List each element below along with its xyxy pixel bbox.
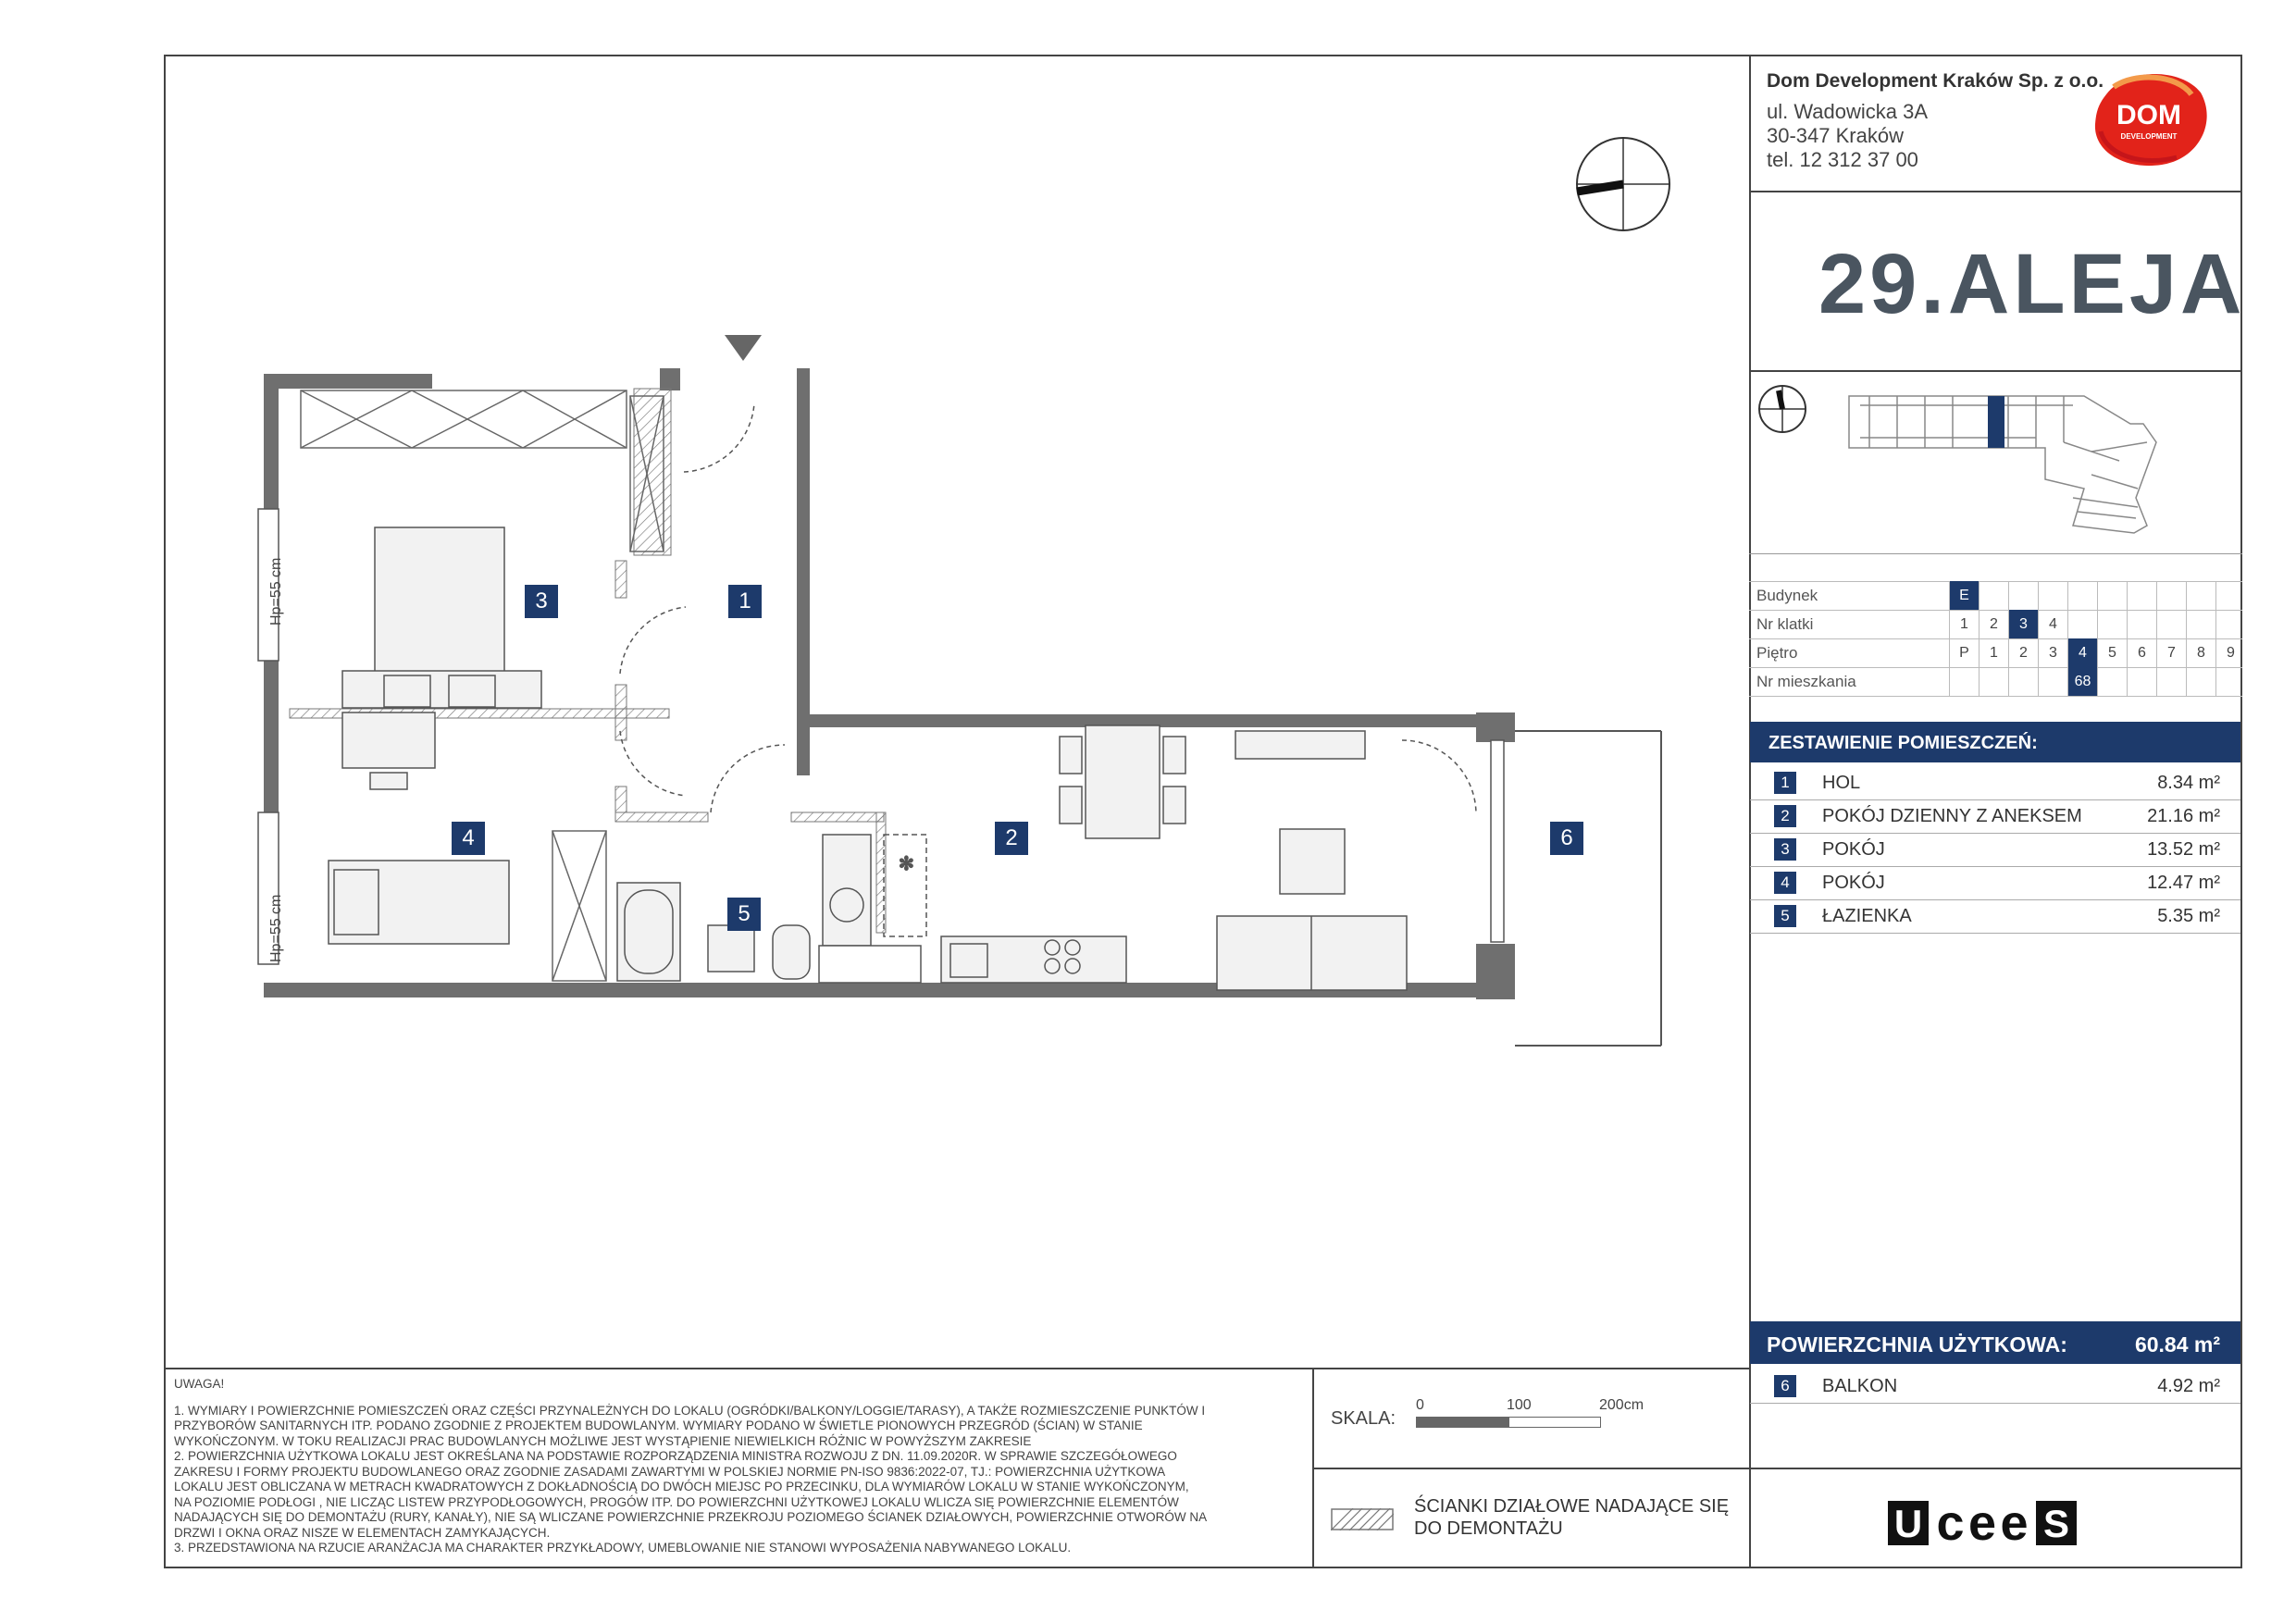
room-marker-3: 3 bbox=[525, 585, 558, 618]
panel-sep-4 bbox=[1749, 1468, 2242, 1469]
grid-line bbox=[1749, 696, 2242, 697]
room-separator bbox=[1750, 933, 2240, 934]
room-number: 3 bbox=[1774, 838, 1796, 861]
company-info bbox=[1767, 70, 2104, 172]
dom-development-logo bbox=[2088, 67, 2210, 170]
grid-row-label: Piętro bbox=[1756, 644, 1798, 662]
ucees-letter: S bbox=[2036, 1501, 2077, 1545]
grid-cell: 5 bbox=[2097, 638, 2127, 667]
room-marker-1: 1 bbox=[728, 585, 762, 618]
room-area: 5.35 m² bbox=[2157, 906, 2220, 926]
demolition-legend-swatch bbox=[1331, 1508, 1394, 1535]
note-line: 3. PRZEDSTAWIONA NA RZUCIE ARANŻACJA MA CHARAKTER PRZYKŁADOWY, UMEBLOWANIE NIE STANOWI WYPOSAŻENIA NABYWANEGO LOKALU. bbox=[174, 1541, 1072, 1555]
room-marker-4: 4 bbox=[452, 822, 485, 855]
note-line: NA POZIOMIE PODŁOGI , NIE LICZĄC LISTEW PRZYPODŁOGOWYCH, PROGÓW ITP. DO POWIERZCHNI UŻYTKOWEJ LOKALU WLICZA SIĘ POWIERZCHNIE ELEMENTÓW bbox=[174, 1494, 1179, 1509]
grid-cell: 1 bbox=[1949, 610, 1979, 638]
company-street: ul. Wadowicka 3A bbox=[1767, 100, 1929, 123]
key-plan bbox=[1842, 387, 2175, 558]
legend-line-1: ŚCIANKI DZIAŁOWE NADAJĄCE SIĘ bbox=[1414, 1496, 1730, 1517]
room-name: POKÓJ DZIENNY Z ANEKSEM bbox=[1822, 806, 2082, 826]
logo-dom-text: DOM bbox=[2116, 100, 2181, 130]
grid-cell bbox=[1979, 581, 2008, 610]
grid-cell: 9 bbox=[2215, 638, 2245, 667]
grid-cell: P bbox=[1949, 638, 1979, 667]
grid-cell: 2 bbox=[1979, 610, 2008, 638]
legend-line-2: DO DEMONTAŻU bbox=[1414, 1518, 1563, 1539]
grid-cell: 7 bbox=[2156, 638, 2186, 667]
balcony-number: 6 bbox=[1774, 1375, 1796, 1397]
note-line: ZAKRESU I FORMY PROJEKTU BUDOWLANEGO ORAZ ZGODNIE ZASADAMI ZAWARTYMI W POLSKIEJ NORMIE PN-ISO 9836:2022-07, TJ.: POWIERZCHNIA UŻYTKOWA bbox=[174, 1464, 1166, 1479]
project-logo bbox=[1818, 236, 2246, 333]
grid-cell bbox=[2097, 667, 2127, 696]
room-number: 4 bbox=[1774, 872, 1796, 894]
scale-tick-100: 100 bbox=[1507, 1397, 1532, 1413]
room-number: 1 bbox=[1774, 772, 1796, 794]
grid-cell: 1 bbox=[1979, 638, 2008, 667]
company-city: 30-347 Kraków bbox=[1767, 124, 1904, 147]
grid-cell bbox=[2008, 581, 2038, 610]
grid-cell bbox=[2067, 610, 2097, 638]
logo-development-text: DEVELOPMENT bbox=[2120, 132, 2178, 141]
grid-row-label: Budynek bbox=[1756, 587, 1818, 604]
grid-cell bbox=[2038, 667, 2067, 696]
room-name: POKÓJ bbox=[1822, 873, 1885, 893]
room-marker-5: 5 bbox=[727, 898, 761, 931]
grid-cell bbox=[2008, 667, 2038, 696]
grid-cell bbox=[2038, 581, 2067, 610]
grid-row-label: Nr klatki bbox=[1756, 615, 1814, 633]
scale-tick-0: 0 bbox=[1416, 1397, 1424, 1413]
company-name: Dom Development Kraków Sp. z o.o. bbox=[1767, 70, 2104, 92]
room-area: 13.52 m² bbox=[2147, 839, 2220, 860]
grid-cell bbox=[2215, 610, 2245, 638]
scale-tick-200: 200cm bbox=[1599, 1397, 1644, 1413]
grid-cell bbox=[1979, 667, 2008, 696]
rooms-header-text: ZESTAWIENIE POMIESZCZEŃ: bbox=[1769, 733, 2038, 753]
room-row bbox=[1750, 799, 2240, 833]
grid-row-label: Nr mieszkania bbox=[1756, 673, 1856, 690]
note-line: NADAJĄCYCH SIĘ DO DEMONTAŻU (RURY, KANAŁY), NIE SĄ WLICZANE POWIERZCHNIE PRZEKROJU POZIOMEGO ŚCIANEK DZIAŁOWYCH, POWIERZCHNIE OTWORÓW NA bbox=[174, 1510, 1208, 1524]
notes-block bbox=[174, 1377, 1305, 1556]
grid-cell: 2 bbox=[2008, 638, 2038, 667]
grid-cell bbox=[2127, 581, 2156, 610]
room-row bbox=[1750, 766, 2240, 799]
grid-cell bbox=[2127, 667, 2156, 696]
grid-cell bbox=[2215, 581, 2245, 610]
svg-text:✻: ✻ bbox=[899, 854, 914, 874]
grid-cell: E bbox=[1949, 581, 1979, 610]
project-logo-text: 29.ALEJA bbox=[1818, 237, 2246, 331]
grid-cell: 68 bbox=[2067, 667, 2097, 696]
ucees-letter: e bbox=[2000, 1495, 2029, 1551]
usable-area-label: POWIERZCHNIA UŻYTKOWA: bbox=[1767, 1332, 2067, 1357]
note-line: PRZYBORÓW SANITARNYCH ITP. PODANO ZGODNIE Z PROJEKTEM BUDOWLANYM. WYMIARY PODANO W ŚWIETLE PIONOWYCH PRZEGRÓD (ŚCIAN) W STANIE bbox=[174, 1419, 1143, 1432]
note-line: LOKALU JEST OBLICZANA W METRACH KWADRATOWYCH Z DOKŁADNOŚCIĄ DO DWÓCH MIEJSC PO PRZECINKU, DLA WYMIARÓW LOKALU W STANIE WYKOŃCZONYM, bbox=[174, 1480, 1189, 1493]
window-note-1: Hp=55 cm bbox=[268, 557, 284, 626]
room-area: 8.34 m² bbox=[2157, 773, 2220, 793]
usable-area-value: 60.84 m² bbox=[2134, 1332, 2220, 1357]
scale-label: SKALA: bbox=[1331, 1408, 1396, 1429]
notes-divider bbox=[164, 1368, 1749, 1369]
balcony-name: BALKON bbox=[1822, 1376, 1898, 1396]
note-line: DRZWI I OKNA ORAZ NISZE W ELEMENTACH ZAMYKAJĄCYCH. bbox=[174, 1525, 551, 1540]
grid-cell: 3 bbox=[2038, 638, 2067, 667]
room-marker-2: 2 bbox=[995, 822, 1028, 855]
grid-cell bbox=[2186, 610, 2215, 638]
room-name: ŁAZIENKA bbox=[1822, 906, 1912, 926]
grid-cell: 3 bbox=[2008, 610, 2038, 638]
ucees-letter: c bbox=[1936, 1495, 1965, 1551]
grid-cell bbox=[2127, 610, 2156, 638]
room-number: 2 bbox=[1774, 805, 1796, 827]
panel-sep-2 bbox=[1749, 370, 2242, 372]
north-compass-icon bbox=[1573, 134, 1673, 239]
scale-legend-divider bbox=[1312, 1468, 1749, 1469]
grid-cell bbox=[1949, 667, 1979, 696]
floor-plan bbox=[254, 324, 1680, 1069]
window-note-2: Hp=55 cm bbox=[268, 894, 284, 962]
grid-cell bbox=[2097, 581, 2127, 610]
note-line: 2. POWIERZCHNIA UŻYTKOWA LOKALU JEST OKREŚLANA NA PODSTAWIE ROZPORZĄDZENIA MINISTRA ROZWOJU Z DN. 11.09.2020R. W SPRAWIE SZCZEGÓŁOWEGO bbox=[174, 1449, 1177, 1463]
grid-cell bbox=[2156, 667, 2186, 696]
ucees-letter: e bbox=[1967, 1495, 1996, 1551]
demolition-legend-text bbox=[1414, 1495, 1729, 1540]
room-row bbox=[1750, 899, 2240, 933]
usable-area-band bbox=[1750, 1321, 2240, 1364]
key-plan-compass-icon bbox=[1756, 383, 1808, 440]
grid-cell: 4 bbox=[2038, 610, 2067, 638]
room-area: 12.47 m² bbox=[2147, 873, 2220, 893]
scale-bar bbox=[1416, 1416, 1601, 1432]
grid-cell bbox=[2097, 610, 2127, 638]
balcony-area: 4.92 m² bbox=[2157, 1376, 2220, 1396]
room-row bbox=[1750, 866, 2240, 899]
grid-cell: 8 bbox=[2186, 638, 2215, 667]
ucees-letter: U bbox=[1888, 1501, 1929, 1545]
rooms-header bbox=[1750, 722, 2240, 762]
grid-cell: 4 bbox=[2067, 638, 2097, 667]
room-marker-6: 6 bbox=[1550, 822, 1583, 855]
ucees-logo bbox=[1888, 1494, 2077, 1551]
grid-cell bbox=[2186, 667, 2215, 696]
room-name: POKÓJ bbox=[1822, 839, 1885, 860]
grid-cell bbox=[2067, 581, 2097, 610]
note-line: 1. WYMIARY I POWIERZCHNIE POMIESZCZEŃ ORAZ CZĘŚCI PRZYNALEŻNYCH DO LOKALU (OGRÓDKI/BALKONY/LOGGIE/TARASY), A TAKŻE ROZMIESZCZENIE PUNKTÓW I bbox=[174, 1403, 1206, 1418]
room-name: HOL bbox=[1822, 773, 1861, 793]
company-phone: tel. 12 312 37 00 bbox=[1767, 148, 1918, 171]
note-line: WYKOŃCZONYM. W TOKU REALIZACJI PRAC BUDOWLANYCH MOŻLIWE JEST WYSTĄPIENIE NIEWIELKICH RÓŻNIC W POWYŻSZYM ZAKRESIE bbox=[174, 1433, 1032, 1448]
grid-cell bbox=[2156, 581, 2186, 610]
grid-cell bbox=[2215, 667, 2245, 696]
grid-cell bbox=[2186, 581, 2215, 610]
balcony-row bbox=[1750, 1369, 2240, 1403]
room-row bbox=[1750, 833, 2240, 866]
grid-cell bbox=[2156, 610, 2186, 638]
notes-title: UWAGA! bbox=[174, 1377, 225, 1391]
room-separator bbox=[1750, 1403, 2240, 1404]
grid-cell: 6 bbox=[2127, 638, 2156, 667]
room-area: 21.16 m² bbox=[2147, 806, 2220, 826]
panel-sep-1 bbox=[1749, 191, 2242, 192]
room-number: 5 bbox=[1774, 905, 1796, 927]
